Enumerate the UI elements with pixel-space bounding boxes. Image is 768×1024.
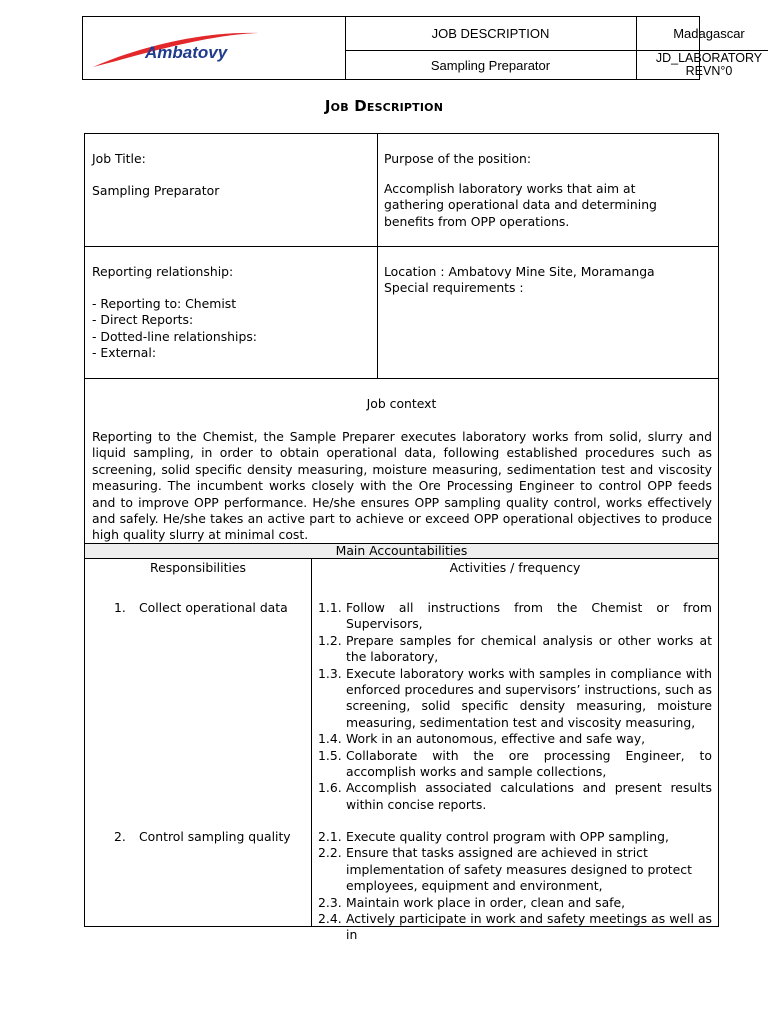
activity-item	[312, 911, 712, 944]
purpose-label: Purpose of the position:	[384, 151, 532, 166]
reporting-line: - Dotted-line relationships:	[92, 328, 257, 344]
activity-text: Actively participate in work and safety meetings as well as in	[346, 911, 712, 943]
activity-item	[312, 666, 712, 732]
activities-heading: Activities / frequency	[449, 560, 581, 575]
activity-number: 1.3.	[318, 665, 342, 681]
activity-text: Accomplish associated calculations and present results within concise reports.	[346, 780, 712, 812]
doc-reference	[636, 52, 768, 78]
reporting-line: - Direct Reports:	[92, 312, 194, 328]
activity-text: Collaborate with the ore processing Engineer, to accomplish works and sample collections,	[346, 747, 712, 780]
job-title-value: Sampling Preparator	[92, 183, 220, 198]
main-accountabilities-header	[84, 543, 719, 559]
responsibilities-column	[84, 558, 312, 927]
header-middle	[345, 17, 637, 79]
job-context-cell	[84, 378, 719, 544]
job-title-cell	[84, 133, 378, 247]
document-header	[82, 16, 763, 80]
activity-text: Follow all instructions from the Chemist or from Supervisors,	[346, 600, 712, 632]
location: Location : Ambatovy Mine Site, Moramanga	[384, 264, 655, 279]
activity-item	[312, 845, 712, 894]
activity-number: 1.2.	[318, 632, 342, 648]
responsibility-1-num: 1.	[114, 600, 126, 615]
position-name: Sampling Preparator	[430, 57, 551, 73]
responsibility-1-label: Collect operational data	[139, 600, 288, 615]
activity-item	[312, 600, 712, 633]
activity-text: Work in an autonomous, effective and safe way,	[346, 731, 646, 747]
ref-line-2: REVN°0	[685, 64, 733, 78]
activity-number: 2.2.	[318, 845, 342, 861]
activity-item	[312, 895, 712, 911]
activity-text: Maintain work place in order, clean and safe,	[346, 894, 626, 910]
responsibilities-heading: Responsibilities	[150, 560, 246, 575]
activity-number: 1.5.	[318, 747, 342, 763]
activity-item	[312, 829, 712, 845]
activity-text: Ensure that tasks assigned are achieved in strict implementation of safety measures designed to protect employees, equipment and environment,	[346, 845, 692, 894]
reporting-label: Reporting relationship:	[92, 264, 234, 279]
activity-item	[312, 633, 712, 666]
activity-text: Prepare samples for chemical analysis or other works at the laboratory,	[346, 632, 712, 665]
job-context-text: Reporting to the Chemist, the Sample Preparer executes laboratory works from solid, slurry and liquid sampling, in order to obtain operational data, following established procedures such as screening, solid specific density measuring, moisture measuring, sedimentation test and viscosity measuring. The incumbent works closely with the Ore Processing Engineer to control OPP feeds and to improve OPP performance. He/she ensures OPP sampling quality control, works effectively and safely. He/she takes an active part to achieve or exceed OPP operational objectives to produce high quality slurry at minimal cost.	[92, 429, 712, 543]
doc-type: JOB DESCRIPTION	[345, 17, 636, 51]
page-title: Job Description	[324, 97, 444, 115]
activities-list-1	[312, 600, 712, 813]
activity-number: 2.1.	[318, 829, 342, 844]
location-cell	[377, 246, 719, 379]
responsibility-2-label: Control sampling quality	[139, 829, 291, 844]
ref-line-1: JD_LABORATORY	[655, 51, 763, 65]
activity-text: Execute laboratory works with samples in compliance with enforced procedures and supervisors’ instructions, such as screening, solid specific density measuring, moisture measuring, sedimentation test and viscosity measuring,	[346, 665, 712, 730]
job-title-label: Job Title:	[92, 151, 146, 166]
activity-item	[312, 731, 712, 747]
purpose-text: Accomplish laboratory works that aim at gathering operational data and determining benefits from OPP operations.	[384, 181, 657, 229]
country: Madagascar	[636, 17, 768, 51]
reporting-line: - Reporting to: Chemist	[92, 296, 237, 311]
activity-item	[312, 748, 712, 781]
reporting-line: - External:	[92, 345, 156, 361]
reporting-cell	[84, 246, 378, 379]
activity-item	[312, 780, 712, 813]
reporting-list	[92, 296, 257, 362]
logo-text: Ambatovy	[145, 43, 228, 62]
activities-list-2	[312, 829, 712, 944]
special-requirements: Special requirements :	[384, 280, 524, 295]
header-right	[636, 17, 768, 79]
activity-number: 1.4.	[318, 731, 342, 747]
responsibility-2-num: 2.	[114, 829, 126, 844]
ambatovy-logo-icon	[83, 17, 345, 79]
activity-number: 2.3.	[318, 894, 342, 910]
activity-number: 2.4.	[318, 911, 342, 927]
activities-column	[311, 558, 719, 943]
activity-number: 1.1.	[318, 600, 342, 615]
activity-text: Execute quality control program with OPP sampling,	[346, 829, 669, 844]
job-context-heading: Job context	[366, 396, 437, 411]
purpose-cell	[377, 133, 719, 247]
company-logo	[83, 17, 346, 79]
activity-number: 1.6.	[318, 780, 342, 796]
main-accountabilities-heading: Main Accountabilities	[335, 543, 468, 558]
